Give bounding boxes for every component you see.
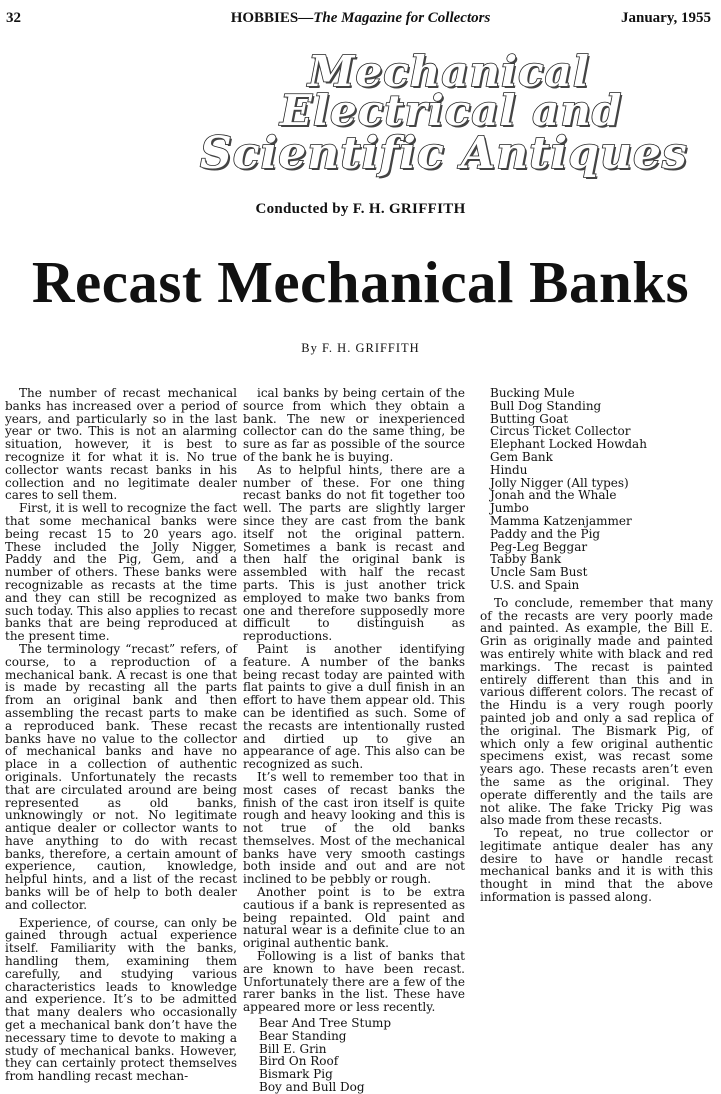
paragraph: Following is a list of banks that are known to have been recast. Unfortunately there are a few of the rarer banks in the list. These have appeared more or less recently. <box>243 949 465 1015</box>
paragraph: The terminology “recast” refers, of course, to a reproduction of a mechanical bank. A recast is one that is made by recasting all the parts from an original bank and then assembling the recast parts to make a reproduced bank. These recast banks have no value to the collector of mechanical banks and have no place in a collection of authentic originals. Unfortunately the recasts that are circulated around are being represented as old banks, unknowingly or not. No legitimate antique dealer or collector wants to have anything to do with recast banks, therefore, a certain amount of experience, caution, knowledge, helpful hints, and a list of the recast banks will be of help to both dealer and collector. <box>5 641 237 912</box>
column-2 <box>243 387 465 1094</box>
list-item: Hindu <box>490 462 528 477</box>
article-title: Recast Mechanical Banks <box>31 249 690 315</box>
list-item: Jolly Nigger (All types) <box>490 475 629 490</box>
list-item: Butting Goat <box>490 411 569 426</box>
list-item: Tabby Bank <box>490 552 562 567</box>
list-item: Gem Bank <box>490 449 553 464</box>
paragraph: ical banks by being certain of the source from which they obtain a bank. The new or inexperienced collector can do the same thing, be sure as far as possible of the source of the bank he is buying. <box>243 386 465 464</box>
list-item: Bull Dog Standing <box>490 398 602 413</box>
recast-bank-list-part-2 <box>480 387 713 592</box>
list-item: Jonah and the Whale <box>490 488 617 503</box>
list-item: Mamma Katzenjammer <box>490 513 632 528</box>
list-item: Bear And Tree Stump <box>259 1016 392 1031</box>
paragraph: Paint is another identifying feature. A number of the banks being recast today are painted with flat paints to give a dull finish in an effort to have them appear old. This can be identified as such. Some of the recasts are intentionally rusted and dirtied up to give an appearance of age. This also can be recognized as such. <box>243 641 465 772</box>
list-item: Bucking Mule <box>490 386 575 400</box>
column-1 <box>5 387 237 1083</box>
department-title-line-2: Electrical and <box>280 86 623 135</box>
paragraph: As to helpful hints, there are a number of these. For one thing recast banks do not fit together too well. The parts are slightly larger since they are cast from the bank itself not the original pattern. Sometimes a bank is recast and then half the original bank is assembled with half the recast parts. This is just another trick employed to make two banks from one and therefore supposedly more difficult to distinguish as reproductions. <box>243 462 465 644</box>
list-item: Bismark Pig <box>259 1067 333 1082</box>
list-item: Circus Ticket Collector <box>490 424 631 439</box>
department-title-line-3: Scientific Antiques <box>200 128 688 179</box>
list-item: U.S. and Spain <box>490 577 580 592</box>
paragraph: Another point is to be extra cautious if a bank is represented as being repainted. Old paint and natural wear is a definite clue to an original authentic bank. <box>243 885 465 951</box>
list-item: Elephant Locked Howdah <box>490 437 647 452</box>
list-item: Uncle Sam Bust <box>490 565 588 580</box>
paragraph: To repeat, no true collector or legitimate antique dealer has any desire to have or handle recast mechanical banks and it is with this thought in mind that the above information is passed along. <box>480 826 713 905</box>
paragraph: Experience, of course, can only be gained through actual experience itself. Familiarity with the banks, handling them, examining them carefully, and studying various characteristics leads to knowledge and experience. It’s to be admitted that many dealers who occasionally get a mechanical bank don’t have the necessary time to devote to making a study of mechanical banks. However, they can certainly protect themselves from handling recast mechan- <box>5 915 237 1084</box>
magazine-title <box>6 10 715 27</box>
conducted-by: Conducted by F. H. GRIFFITH <box>255 201 466 217</box>
byline: By F. H. GRIFFITH <box>301 341 420 355</box>
list-item: Boy and Bull Dog <box>259 1080 365 1094</box>
page-number: 32 <box>6 10 21 26</box>
list-item: Bird On Roof <box>259 1054 339 1069</box>
magazine-name: HOBBIES— <box>230 10 314 26</box>
issue-date: January, 1955 <box>620 10 711 26</box>
list-item: Bill E. Grin <box>259 1041 327 1056</box>
list-item: Jumbo <box>490 501 529 516</box>
paragraph: It’s well to remember too that in most cases of recast banks the finish of the cast iron itself is quite rough and heavy looking and this is not true of the old banks themselves. Most of the mechanical banks have very smooth castings both inside and out and are not inclined to be pebbly or rough. <box>243 769 465 887</box>
paragraph: The number of recast mechanical banks has increased over a period of years, and particularly so in the last year or two. This is not an alarming situation, however, it is best to recognize it for what it is. No true collector wants recast banks in his collection and no legitimate dealer cares to sell them. <box>5 386 237 503</box>
recast-bank-list-part-1 <box>243 1017 465 1094</box>
magazine-subtitle: The Magazine for Collectors <box>313 10 491 26</box>
department-title-line-1: Mechanical <box>308 47 590 96</box>
paragraph: To conclude, remember that many of the recasts are very poorly made and painted. As example, the Bill E. Grin as originally made and painted was entirely white with black and red markings. The recast is painted entirely different than this and in various different colors. The recast of the Hindu is a very rough poorly painted job and only a sad replica of the original. The Bismark Pig, of which only a few original authentic specimens exist, was recast some years ago. These recasts aren’t even the same as the original. They operate differently and the tails are not alike. The fake Tricky Pig was also made from these recasts. <box>480 595 713 828</box>
running-header <box>6 10 715 32</box>
list-item: Paddy and the Pig <box>490 526 601 541</box>
paragraph: First, it is well to recognize the fact that some mechanical banks were being recast 15 to 20 years ago. These included the Jolly Nigger, Paddy and the Pig, Gem, and a number of others. These banks were recognizable as recasts at the time and they can still be recognized as such today. This also applies to recast banks that are being reproduced at the present time. <box>5 501 237 644</box>
column-3 <box>480 387 713 904</box>
list-item: Peg-Leg Beggar <box>490 539 588 554</box>
list-item: Bear Standing <box>259 1028 347 1043</box>
